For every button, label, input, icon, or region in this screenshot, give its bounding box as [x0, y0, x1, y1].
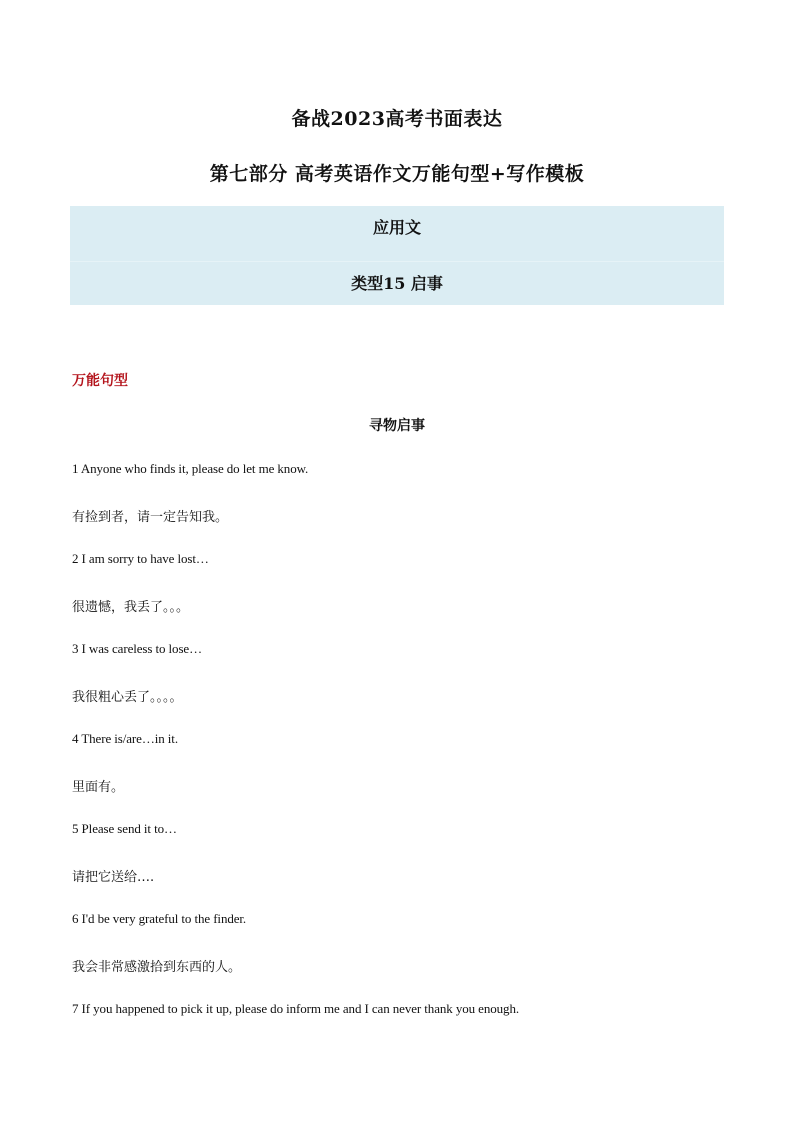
sentence-en-7: 7 If you happened to pick it up, please do inform me and I can never thank you enough. [72, 1001, 519, 1016]
sentence-zh-6: 我会非常感激拾到东西的人。 [72, 960, 242, 975]
sentence-en-2: 2 I am sorry to have lost… [72, 551, 209, 566]
type-band [70, 261, 724, 305]
sentence-en-5: 5 Please send it to… [72, 821, 177, 836]
sentence-en-1: 1 Anyone who finds it, please do let me know. [72, 461, 309, 476]
sentence-zh-5: 请把它送给…. [72, 870, 155, 885]
document-subtitle: 第七部分 高考英语作文万能句型+写作模板 [209, 163, 585, 185]
category-band [70, 206, 724, 261]
section-subheading: 寻物启事 [369, 418, 425, 434]
sentence-zh-4: 里面有。 [72, 780, 125, 795]
sentence-en-3: 3 I was careless to lose… [72, 641, 202, 656]
sentence-zh-3: 我很粗心丢了。。。。 [72, 690, 183, 705]
sentence-zh-1: 有捡到者，请一定告知我。 [72, 510, 229, 525]
section-label: 万能句型 [72, 373, 128, 389]
sentence-en-4: 4 There is/are…in it. [72, 731, 178, 746]
document-title: 备战2023高考书面表达 [291, 108, 503, 130]
sentence-zh-2: 很遗憾，我丢了。。。 [72, 600, 190, 615]
sentence-en-6: 6 I'd be very grateful to the finder. [72, 911, 247, 926]
type-label: 类型15 启事 [351, 274, 443, 293]
category-label: 应用文 [372, 218, 421, 237]
